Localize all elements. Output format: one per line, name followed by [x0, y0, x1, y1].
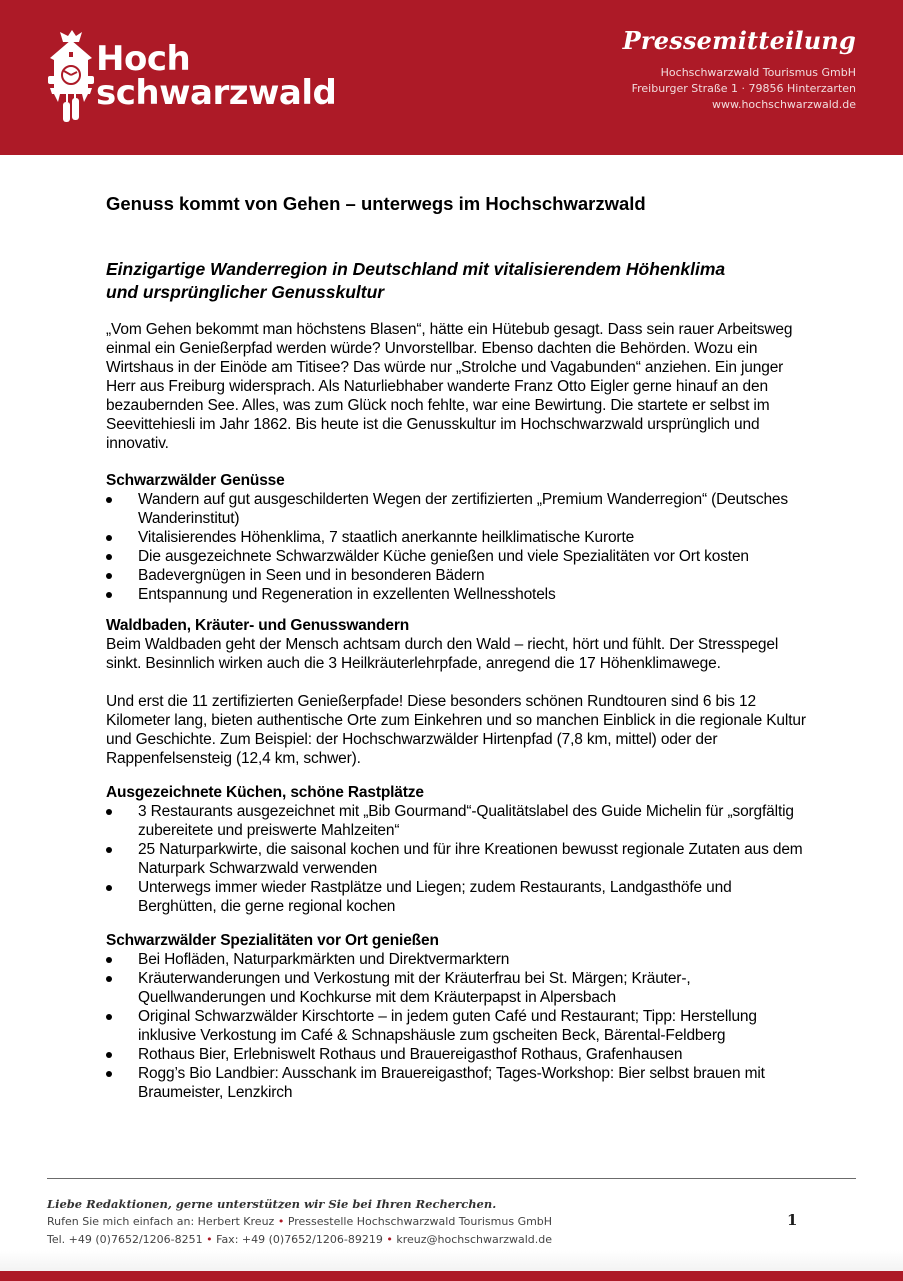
list-item-text: Bei Hofläden, Naturparkmärkten und Direktvermarktern — [138, 951, 510, 968]
footer-phone-line — [47, 1231, 607, 1249]
contact-department: Pressestelle Hochschwarzwald Tourismus GmbH — [287, 1215, 553, 1228]
footer-bar — [0, 1271, 903, 1281]
section-heading: Waldbaden, Kräuter- und Genusswandern — [106, 617, 410, 634]
header-info — [623, 26, 856, 113]
list-item — [106, 802, 806, 840]
list-item — [106, 547, 806, 566]
separator-dot-icon: • — [206, 1233, 213, 1246]
org-website[interactable]: www.hochschwarzwald.de — [711, 98, 856, 111]
logo-line-1: Hoch — [96, 39, 191, 79]
bullet-icon — [106, 1014, 112, 1020]
brand-logo — [46, 28, 337, 124]
doc-type-title: Pressemitteilung — [622, 26, 856, 55]
list-item-text: Rothaus Bier, Erlebniswelt Rothaus und Brauereigasthof Rothaus, Grafenhausen — [138, 1046, 683, 1063]
bullet-list — [106, 490, 806, 604]
list-item-text: Rogg’s Bio Landbier: Ausschank im Brauereigasthof; Tages-Workshop: Bier selbst brauen mit Braumeister, Lenzkirch — [138, 1065, 765, 1101]
list-item — [106, 585, 806, 604]
section-heading: Schwarzwälder Genüsse — [106, 472, 285, 489]
bullet-icon — [106, 809, 112, 815]
org-address — [623, 65, 856, 113]
logo-line-2: schwarzwald — [96, 73, 337, 113]
list-item — [106, 840, 806, 878]
section-paragraph: Beim Waldbaden geht der Mensch achtsam durch den Wald – riecht, hört und fühlt. Der Stresspegel sinkt. Besinnlich wirken auch die 3 Heilkräuterlehrpfade, anregend die 17 Höhenklimawege. — [106, 636, 779, 672]
page-subtitle — [106, 258, 806, 304]
list-item — [106, 1045, 806, 1064]
list-item-text: 25 Naturparkwirte, die saisonal kochen und für ihre Kreationen bewusst regionale Zutaten aus dem Naturpark Schwarzwald verwenden — [138, 841, 803, 877]
bullet-icon — [106, 497, 112, 503]
list-item-text: Wandern auf gut ausgeschilderten Wegen der zertifizierten „Premium Wanderregion“ (Deutsches Wanderinstitut) — [138, 491, 789, 527]
list-item-text: Entspannung und Regeneration in exzellenten Wellnesshotels — [138, 586, 556, 603]
email-link[interactable]: kreuz@hochschwarzwald.de — [396, 1233, 553, 1246]
bullet-icon — [106, 554, 112, 560]
subtitle-line-2: und ursprünglicher Genusskultur — [106, 282, 385, 302]
press-release-body — [106, 192, 806, 1114]
section-heading: Schwarzwälder Spezialitäten vor Ort genießen — [106, 932, 439, 949]
bullet-icon — [106, 592, 112, 598]
section-paragraph: Und erst die 11 zertifizierten Genießerpfade! Diese besonders schönen Rundtouren sind 6 bis 12 Kilometer lang, bieten authentische Orte zum Einkehren und so manchen Einblick in die regionale Kultur und Geschichte. Zum Beispiel: der Hochschwarzwälder Hirtenpfad (7,8 km, mittel) oder der Rappenfelsensteig (12,4 km, schwer). — [106, 693, 806, 767]
cuckoo-clock-icon — [46, 28, 96, 124]
contact-person: Rufen Sie mich einfach an: Herbert Kreuz — [47, 1215, 275, 1228]
list-item-text: Unterwegs immer wieder Rastplätze und Liegen; zudem Restaurants, Landgasthöfe und Berghütten, die gerne regional kochen — [138, 879, 732, 915]
intro-paragraph: „Vom Gehen bekommt man höchstens Blasen“, hätte ein Hütebub gesagt. Dass sein rauer Arbeitsweg einmal ein Genießerpfad werden würde? Unvorstellbar. Ebenso dachten die Behörden. Wozu ein Wirtshaus in der Einöde am Titisee? Das würde nur „Strolche und Vagabunden“ anziehen. Ein junger Herr aus Freiburg widersprach. Als Naturliebhaber wanderte Franz Otto Eigler gerne hinauf an den bezaubernden See. Alles, was zum Glück noch fehlte, war eine Bewirtung. Die startete er selbst im Seevittehiesli im Jahr 1862. Bis heute ist die Genusskultur im Hochschwarzwald ursprünglich und innovativ. — [106, 321, 793, 452]
list-item-text: Die ausgezeichnete Schwarzwälder Küche genießen und viele Spezialitäten vor Ort kosten — [138, 548, 749, 565]
logo-wordmark — [96, 39, 337, 113]
bullet-icon — [106, 976, 112, 982]
bullet-icon — [106, 885, 112, 891]
subtitle-line-1: Einzigartige Wanderregion in Deutschland mit vitalisierendem Höhenklima — [106, 259, 726, 279]
page-title: Genuss kommt von Gehen – unterwegs im Hochschwarzwald — [106, 193, 646, 214]
fax-number: Fax: +49 (0)7652/1206-89219 — [216, 1233, 383, 1246]
footer-divider — [47, 1178, 856, 1179]
footer-fade — [0, 1250, 903, 1271]
list-item-text: Original Schwarzwälder Kirschtorte – in jedem guten Café und Restaurant; Tipp: Herstellung inklusive Verkostung im Café & Schnapshäusle zum gscheiten Beck, Bärental-Feldberg — [138, 1008, 757, 1044]
bullet-icon — [106, 847, 112, 853]
section-heading: Ausgezeichnete Küchen, schöne Rastplätze — [106, 784, 424, 801]
list-item-text: Kräuterwanderungen und Verkostung mit der Kräuterfrau bei St. Märgen; Kräuter-, Quellwanderungen und Kochkurse mit dem Kräuterpapst in Alpersbach — [138, 970, 691, 1006]
header-banner — [0, 0, 903, 155]
list-item — [106, 1007, 806, 1045]
bullet-icon — [106, 957, 112, 963]
footer-contact-line — [47, 1213, 607, 1231]
list-item — [106, 950, 806, 969]
list-item — [106, 878, 806, 916]
bullet-list — [106, 950, 806, 1102]
page-number: 1 — [787, 1211, 798, 1229]
bullet-list — [106, 802, 806, 916]
list-item-text: 3 Restaurants ausgezeichnet mit „Bib Gourmand“-Qualitätslabel des Guide Michelin für „sorgfältig zubereitete und preiswerte Mahlzeiten“ — [138, 803, 794, 839]
separator-dot-icon: • — [277, 1215, 285, 1228]
list-item — [106, 566, 806, 585]
bullet-icon — [106, 1052, 112, 1058]
bullet-icon — [106, 1071, 112, 1077]
list-item — [106, 528, 806, 547]
list-item — [106, 969, 806, 1007]
bullet-icon — [106, 573, 112, 579]
separator-dot-icon: • — [386, 1233, 393, 1246]
list-item — [106, 1064, 806, 1102]
footer-contact — [47, 1195, 607, 1249]
org-name: Hochschwarzwald Tourismus GmbH — [660, 66, 856, 79]
org-street: Freiburger Straße 1 · 79856 Hinterzarten — [631, 82, 856, 95]
phone-number[interactable]: Tel. +49 (0)7652/1206-8251 — [47, 1233, 203, 1246]
list-item-text: Badevergnügen in Seen und in besonderen Bädern — [138, 567, 485, 584]
footer-tagline: Liebe Redaktionen, gerne unterstützen wir Sie bei Ihren Recherchen. — [47, 1197, 497, 1211]
list-item-text: Vitalisierendes Höhenklima, 7 staatlich anerkannte heilklimatische Kurorte — [138, 529, 635, 546]
bullet-icon — [106, 535, 112, 541]
list-item — [106, 490, 806, 528]
